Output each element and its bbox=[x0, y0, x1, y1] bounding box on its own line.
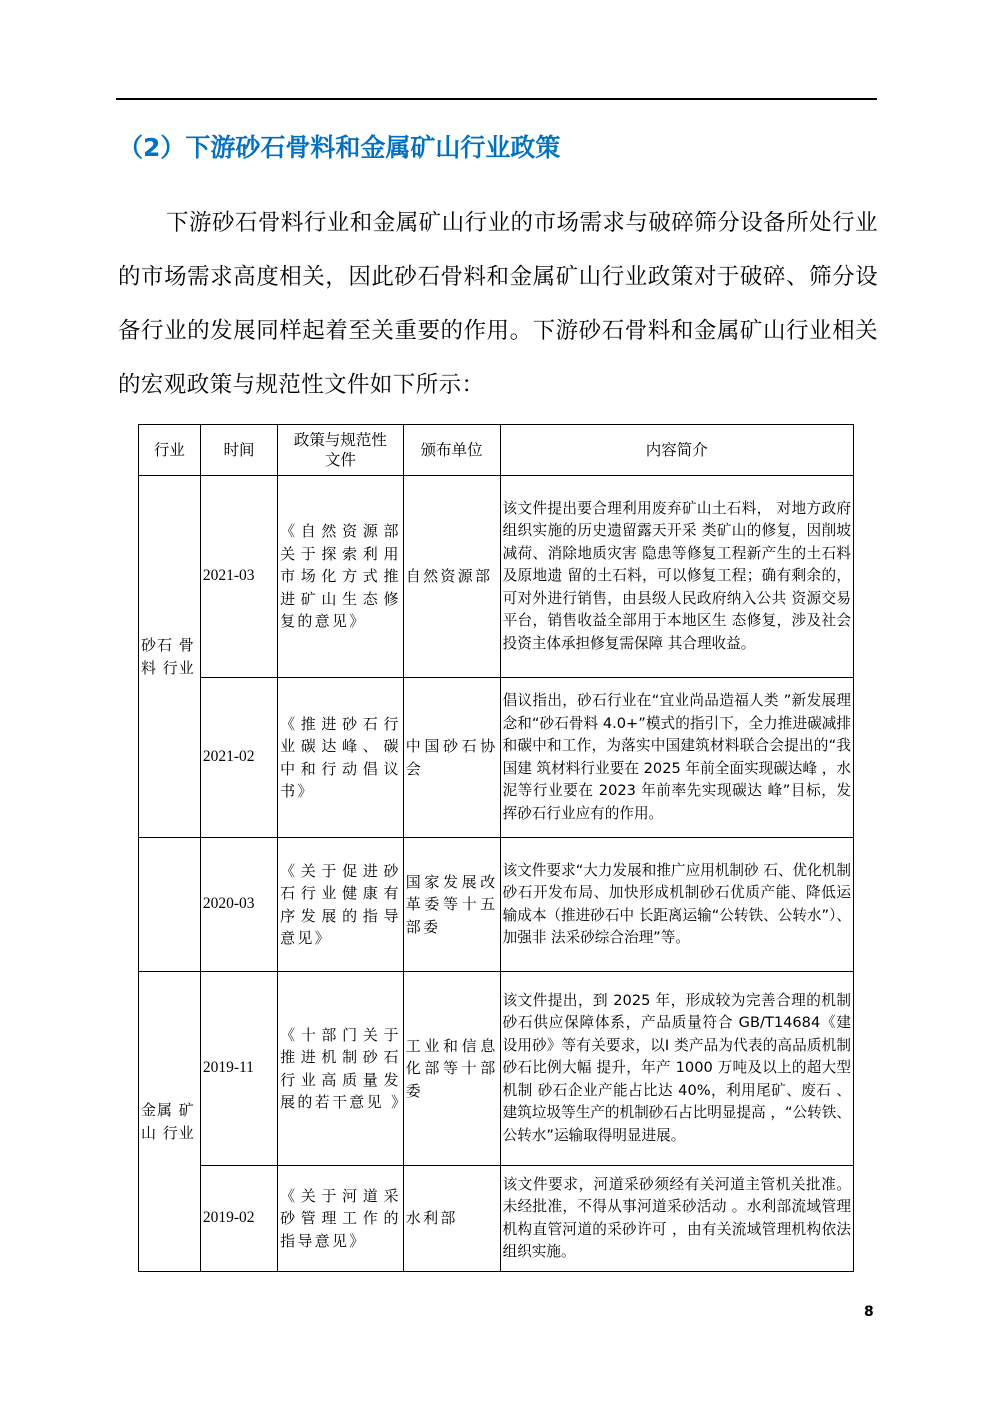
issuer-cell: 自然资源部 bbox=[403, 476, 500, 678]
time-cell: 2021-03 bbox=[200, 476, 277, 678]
time-cell: 2021-02 bbox=[200, 678, 277, 838]
section-title: （2）下游砂石骨料和金属矿山行业政策 bbox=[118, 133, 561, 162]
table-row bbox=[139, 972, 854, 1166]
header-document: 政策与规范性文件 bbox=[278, 425, 404, 476]
time-cell: 2019-11 bbox=[200, 972, 277, 1166]
page-number: 8 bbox=[864, 1304, 874, 1320]
header-time: 时间 bbox=[200, 425, 277, 476]
header-summary: 内容简介 bbox=[500, 425, 853, 476]
header-industry: 行业 bbox=[139, 425, 201, 476]
summary-cell: 该文件提出要合理利用废弃矿山土石料， 对地方政府组织实施的历史遗留露天开采 类矿山的修复，因削坡减荷、消除地质灾害 隐患等修复工程新产生的土石料及原地遗 留的土石料，可以修复工程；确有剩余的， 可对外进行销售，由县级人民政府纳入公共 资源交易平台，销售收益全部用于本地区生 态修复，涉及社会投资主体承担修复需保障 其合理收益。 bbox=[500, 476, 853, 678]
document-cell: 《推进砂石行业碳达峰、碳中和行动倡议书》 bbox=[278, 678, 404, 838]
table-row bbox=[139, 476, 854, 678]
document-cell: 《关于促进砂石行业健康有序发展的指导 意见》 bbox=[278, 838, 404, 972]
header-rule bbox=[116, 98, 877, 100]
issuer-cell: 国家发展改革委等十五部委 bbox=[403, 838, 500, 972]
table-row bbox=[139, 838, 854, 972]
header-issuer: 颁布单位 bbox=[403, 425, 500, 476]
policy-table bbox=[138, 424, 854, 1272]
issuer-cell: 中国砂石协会 bbox=[403, 678, 500, 838]
document-cell: 《自然资源部关于探索利用市场化方式推进矿山生态修复的意见》 bbox=[278, 476, 404, 678]
industry-cell-empty bbox=[139, 838, 201, 972]
summary-cell: 倡议指出，砂石行业在“宜业尚品造福人类 ”新发展理念和“砂石骨料 4.0+”模式的指引下，全力推进碳减排和碳中和工作，为落实中国建筑材料联合会提出的“我国建 筑材料行业要在 2025 年前全面实现碳达峰 ，水泥等行业要在 2023 年前率先实现碳达 峰”目标，发挥砂石行业应有的作用。 bbox=[500, 678, 853, 838]
table-row bbox=[139, 678, 854, 838]
summary-cell: 该文件提出，到 2025 年，形成较为完善合理的机制砂石供应保障体系，产品质量符合 GB/T14684《建设用砂》等有关要求，以Ⅰ 类产品为代表的高品质机制砂石比例大幅 提升，年产 1000 万吨及以上的超大型机制 砂石企业产能占比达 40%，利用尾矿、废石 、建筑垃圾等生产的机制砂石占比明显提高 ，“公转铁、公转水”运输取得明显进展。 bbox=[500, 972, 853, 1166]
industry-cell: 金属 矿山 行业 bbox=[139, 972, 201, 1272]
issuer-cell: 工业和信息化部等十部委 bbox=[403, 972, 500, 1166]
summary-cell: 该文件要求，河道采砂须经有关河道主管机关批准。未经批准，不得从事河道采砂活动 。水利部流域管理机构直管河道的采砂许可 ，由有关流域管理机构依法组织实施。 bbox=[500, 1166, 853, 1272]
document-cell: 《十部门关于推进机制砂石行业高质量发展的若干意见 》 bbox=[278, 972, 404, 1166]
body-paragraph: 下游砂石骨料行业和金属矿山行业的市场需求与破碎筛分设备所处行业的市场需求高度相关，因此砂石骨料和金属矿山行业政策对于破碎、筛分设备行业的发展同样起着至关重要的作用。下游砂石骨料和金属矿山行业相关的宏观政策与规范性文件如下所示： bbox=[118, 210, 878, 398]
table-row bbox=[139, 1166, 854, 1272]
time-cell: 2019-02 bbox=[200, 1166, 277, 1272]
table-header-row bbox=[139, 425, 854, 476]
issuer-cell: 水利部 bbox=[403, 1166, 500, 1272]
industry-cell: 砂石 骨料 行业 bbox=[139, 476, 201, 838]
summary-cell: 该文件要求“大力发展和推广应用机制砂 石、优化机制砂石开发布局、加快形成机制砂石优质产能、降低运输成本（推进砂石中 长距离运输“公转铁、公转水”）、加强非 法采砂综合治理”等。 bbox=[500, 838, 853, 972]
document-cell: 《关于河道采砂管理工作的指导意见》 bbox=[278, 1166, 404, 1272]
time-cell: 2020-03 bbox=[200, 838, 277, 972]
